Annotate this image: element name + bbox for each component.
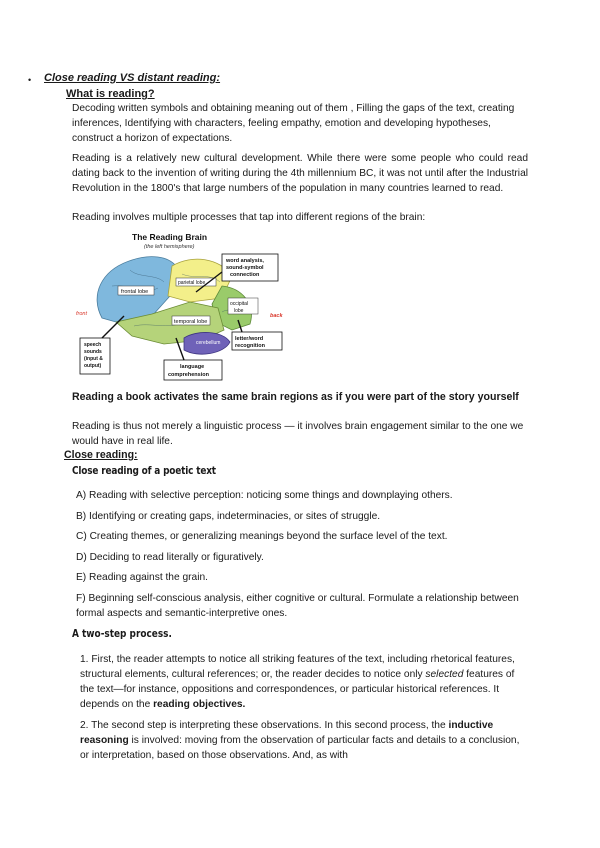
temporal-lobe-label: temporal lobe [174, 319, 208, 325]
cerebellum-label: cerebellum [196, 340, 221, 346]
close-reading-heading: Close reading: [64, 449, 138, 461]
figure-title: The Reading Brain [132, 232, 208, 242]
speech-label-1: speech [84, 342, 102, 348]
letter-word-label-1: letter/word [235, 336, 264, 342]
occipital-label-2: lobe [234, 308, 244, 314]
list-item: C) Creating themes, or generalizing meanings beyond the surface level of the text. [76, 531, 448, 542]
section-title: Close reading VS distant reading: [44, 72, 221, 84]
step-two-paragraph: 2. The second step is interpreting these observations. In this second process, the inductive reasoning is involved: moving from the observation of particular facts and details to a conclusion, or interpretation, based on those observations. And, as with [80, 720, 520, 761]
paragraph-history: Reading is a relatively new cultural development. While there were some people who could read dating back to the invention of writing during the 4th millennium BC, it was not until after the Industrial Revolution in the 1800's that large numbers of the population in many countries learned to read. [72, 153, 528, 194]
parietal-lobe-label: parietal lobe [178, 280, 206, 286]
two-step-heading: A two-step process. [72, 628, 172, 640]
speech-label-2: sounds [84, 349, 102, 355]
back-label: back [270, 313, 283, 319]
paragraph-definition: Decoding written symbols and obtaining meaning out of them , Filling the gaps of the text, creating inferences, Identifying with characters, feeling empathy, emotion and developing hypotheses, construct a horizon of expectations. [72, 103, 515, 144]
list-item: B) Identifying or creating gaps, indeterminacies, or sites of struggle. [76, 511, 381, 522]
front-label: front [76, 311, 88, 317]
list-item: D) Deciding to read literally or figuratively. [76, 552, 264, 563]
bullet-icon: • [28, 75, 32, 85]
figure-subtitle: (the left hemisphere) [144, 244, 195, 250]
reading-brain-figure [72, 226, 288, 384]
occipital-label-1: occipital [230, 301, 249, 307]
claim-statement: Reading a book activates the same brain regions as if you were part of the story yourself [72, 391, 519, 403]
list-item: F) Beginning self-conscious analysis, either cognitive or cultural. Formulate a relationship between formal aspects and semantic-interpretive ones. [76, 593, 519, 619]
speech-label-3: (input & [84, 356, 103, 362]
speech-label-4: output) [84, 363, 102, 369]
list-item: E) Reading against the grain. [76, 572, 208, 583]
poetic-text-subheading: Close reading of a poetic text [72, 465, 216, 477]
what-is-reading-heading: What is reading? [66, 88, 155, 100]
frontal-lobe-label: frontal lobe [121, 289, 149, 295]
language-label-1: language [180, 364, 205, 370]
paragraph-processes: Reading involves multiple processes that tap into different regions of the brain: [72, 212, 426, 223]
word-analysis-label-3: connection [230, 272, 260, 278]
letter-word-label-2: recognition [235, 343, 265, 349]
paragraph-engagement: Reading is thus not merely a linguistic process — it involves brain engagement similar to the one we would have in real life. [72, 421, 524, 447]
list-item: A) Reading with selective perception: noticing some things and downplaying others. [76, 490, 453, 501]
language-label-2: comprehension [168, 372, 209, 378]
step-one-paragraph: 1. First, the reader attempts to notice all striking features of the text, including rhetorical features, structural elements, cultural references; or, the reader decides to notice only selected features of the text—for instance, oppositions and correspondences, or particular historical references. It depends on the reading objectives. [80, 654, 515, 710]
word-analysis-label-2: sound-symbol [226, 265, 264, 271]
word-analysis-label-1: word analysis, [226, 258, 264, 264]
